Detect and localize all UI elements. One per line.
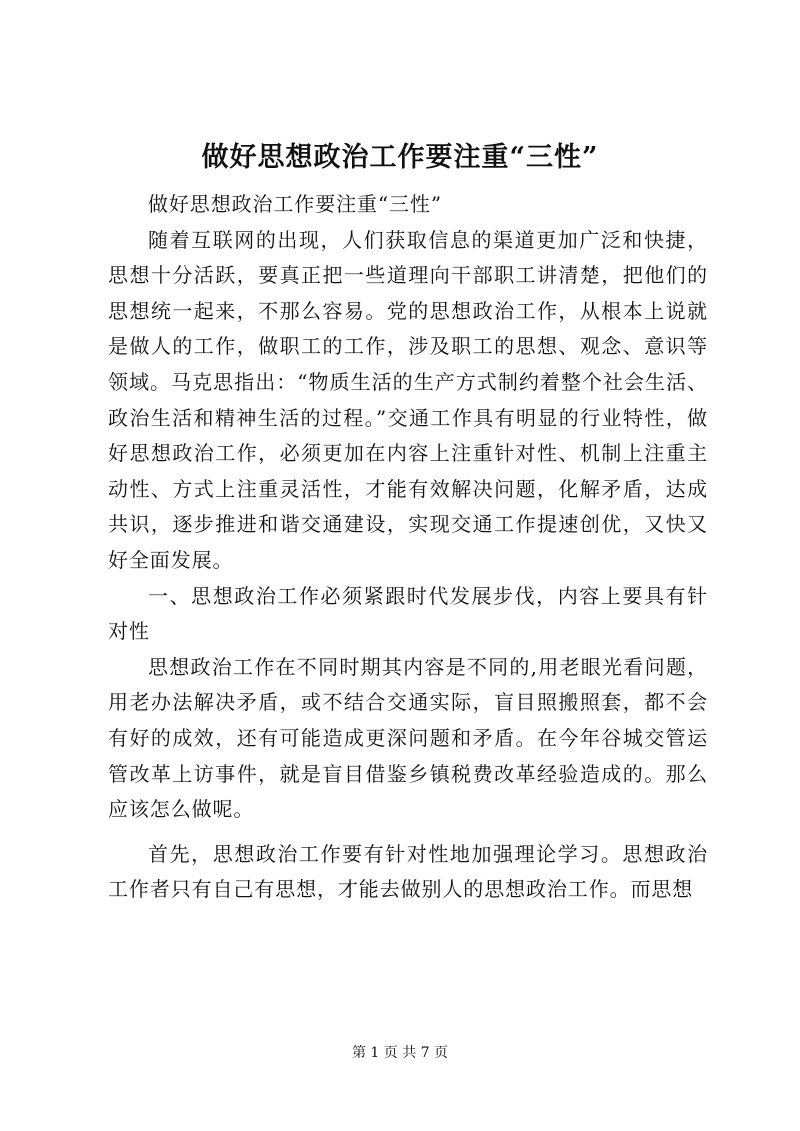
- paragraph-intro: 随着互联网的出现，人们获取信息的渠道更加广泛和快捷，思想十分活跃，要真正把一些道理向干部职工讲清楚，把他们的思想统一起来，不那么容易。党的思想政治工作，从根本上说就是做人的工作，做职工的工作，涉及职工的思想、观念、意识等领域。马克思指出：“物质生活的生产方式制约着整个社会生活、政治生活和精神生活的过程。”交通工作具有明显的行业特性，做好思想政治工作，必须更加在内容上注重针对性、机制上注重主动性、方式上注重灵活性，才能有效解决问题，化解矛盾，达成共识，逐步推进和谐交通建设，实现交通工作提速创优，又快又好全面发展。: [108, 227, 708, 572]
- paragraph-subtitle: 做好思想政治工作要注重“三性”: [148, 192, 442, 216]
- document-title: 做好思想政治工作要注重“三性”: [201, 142, 599, 173]
- section-heading-1: 一、思想政治工作必须紧跟时代发展步伐，内容上要具有针对性: [108, 583, 708, 644]
- document-body: [108, 187, 708, 908]
- paragraph-first-point: 首先，思想政治工作要有针对性地加强理论学习。思想政治工作者只有自己有思想，才能去做别人的思想政治工作。而思想: [108, 841, 708, 902]
- page-footer: 第 1 页 共 7 页: [351, 1045, 449, 1061]
- paragraph-section-1: 思想政治工作在不同时期其内容是不同的,用老眼光看问题，用老办法解决矛盾，或不结合交通实际，盲目照搬照套，都不会有好的成效，还有可能造成更深问题和矛盾。在今年谷城交管运管改革上访事件，就是盲目借鉴乡镇税费改革经验造成的。那么应该怎么做呢。: [108, 654, 708, 822]
